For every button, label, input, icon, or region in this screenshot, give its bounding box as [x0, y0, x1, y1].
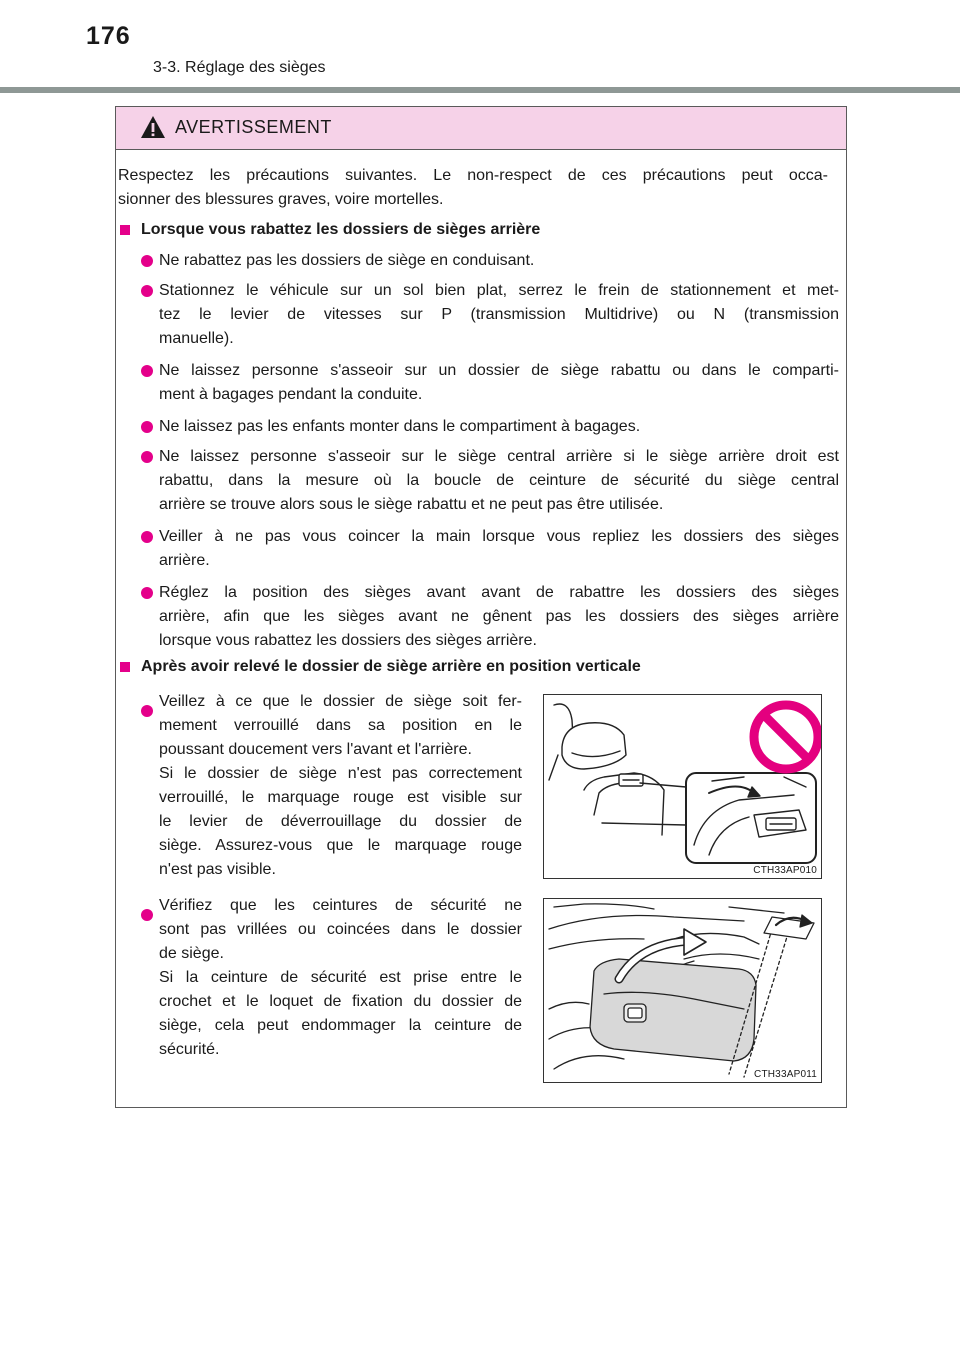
bullet-text: verrouillé, le marquage rouge est visible sur [159, 789, 522, 806]
bullet-text: arrière, afin que les sièges avant ne gênent pas les dossiers des sièges arrière [159, 608, 839, 625]
bullet-text: tez le levier de vitesses sur P (transmission Multidrive) ou N (transmission [159, 306, 839, 323]
header-rule [0, 87, 960, 93]
section-marker-square [120, 225, 130, 235]
bullet-text: manuelle). [159, 330, 234, 347]
bullet-text: Ne laissez personne s'asseoir sur un dossier de siège rabattu ou dans le comparti- [159, 362, 839, 379]
bullet-text: le levier de déverrouillage du dossier de [159, 813, 522, 830]
bullet-text: sont pas vrillées ou coincées dans le dossier [159, 921, 522, 938]
bullet-dot [141, 909, 153, 921]
bullet-text: de siège. [159, 945, 224, 962]
bullet-text: Si le dossier de siège n'est pas correctement [159, 765, 522, 782]
bullet-text: sécurité. [159, 1041, 220, 1058]
section-heading-upright: Après avoir relevé le dossier de siège arrière en position verticale [141, 658, 641, 675]
intro-line-1: Respectez les précautions suivantes. Le non-respect de ces précautions peut occa- [118, 167, 828, 184]
bullet-dot [141, 365, 153, 377]
bullet-text: Réglez la position des sièges avant avant de rabattre les dossiers des sièges [159, 584, 839, 601]
page-number: 176 [86, 22, 131, 50]
bullet-text: Stationnez le véhicule sur un sol bien plat, serrez le frein de stationnement et met- [159, 282, 839, 299]
section-marker-square [120, 662, 130, 672]
bullet-dot [141, 255, 153, 267]
bullet-text: lorsque vous rabattez les dossiers des sièges arrière. [159, 632, 537, 649]
bullet-dot [141, 421, 153, 433]
figure-code: CTH33AP010 [753, 865, 817, 876]
bullet-text: n'est pas visible. [159, 861, 276, 878]
warning-title: AVERTISSEMENT [175, 117, 332, 137]
section-title: 3-3. Réglage des sièges [153, 59, 326, 76]
bullet-text: arrière se trouve alors sous le siège rabattu et ne peut pas être utilisée. [159, 496, 664, 513]
bullet-text: Ne laissez pas les enfants monter dans le compartiment à bagages. [159, 418, 641, 435]
bullet-text: rabattu, dans la mesure où la boucle de ceinture de sécurité du siège central [159, 472, 839, 489]
seat-release-lever-illustration [544, 695, 822, 879]
bullet-text: mement verrouillé dans sa position en le [159, 717, 522, 734]
figure-code: CTH33AP011 [754, 1069, 817, 1080]
bullet-text: Vérifiez que les ceintures de sécurité ne [159, 897, 522, 914]
bullet-text: Veillez à ce que le dossier de siège soit fer- [159, 693, 522, 710]
figure-seat-lock-lever [543, 694, 822, 879]
bullet-dot [141, 587, 153, 599]
seat-belt-hook-illustration [544, 899, 822, 1083]
bullet-text: poussant doucement vers l'avant et l'arrière. [159, 741, 472, 758]
bullet-dot [141, 285, 153, 297]
bullet-text: siège, cela peut endommager la ceinture de [159, 1017, 522, 1034]
bullet-text: arrière. [159, 552, 210, 569]
bullet-text: siège. Assurez-vous que le marquage rouge [159, 837, 522, 854]
bullet-text: Si la ceinture de sécurité est prise entre le [159, 969, 522, 986]
warning-header [116, 107, 846, 150]
bullet-dot [141, 705, 153, 717]
intro-line-2: sionner des blessures graves, voire mortelles. [118, 191, 444, 208]
bullet-dot [141, 451, 153, 463]
bullet-dot [141, 531, 153, 543]
bullet-text: ment à bagages pendant la conduite. [159, 386, 423, 403]
warning-triangle-icon [140, 115, 166, 139]
bullet-text: Ne rabattez pas les dossiers de siège en conduisant. [159, 252, 535, 269]
bullet-text: Ne laissez personne s'asseoir sur le siège central arrière si le siège arrière droit est [159, 448, 839, 465]
bullet-text: Veiller à ne pas vous coincer la main lorsque vous repliez les dossiers des sièges [159, 528, 839, 545]
bullet-text: crochet et le loquet de fixation du dossier de [159, 993, 522, 1010]
section-heading-folding: Lorsque vous rabattez les dossiers de sièges arrière [141, 221, 541, 238]
figure-seat-belt-hook [543, 898, 822, 1083]
